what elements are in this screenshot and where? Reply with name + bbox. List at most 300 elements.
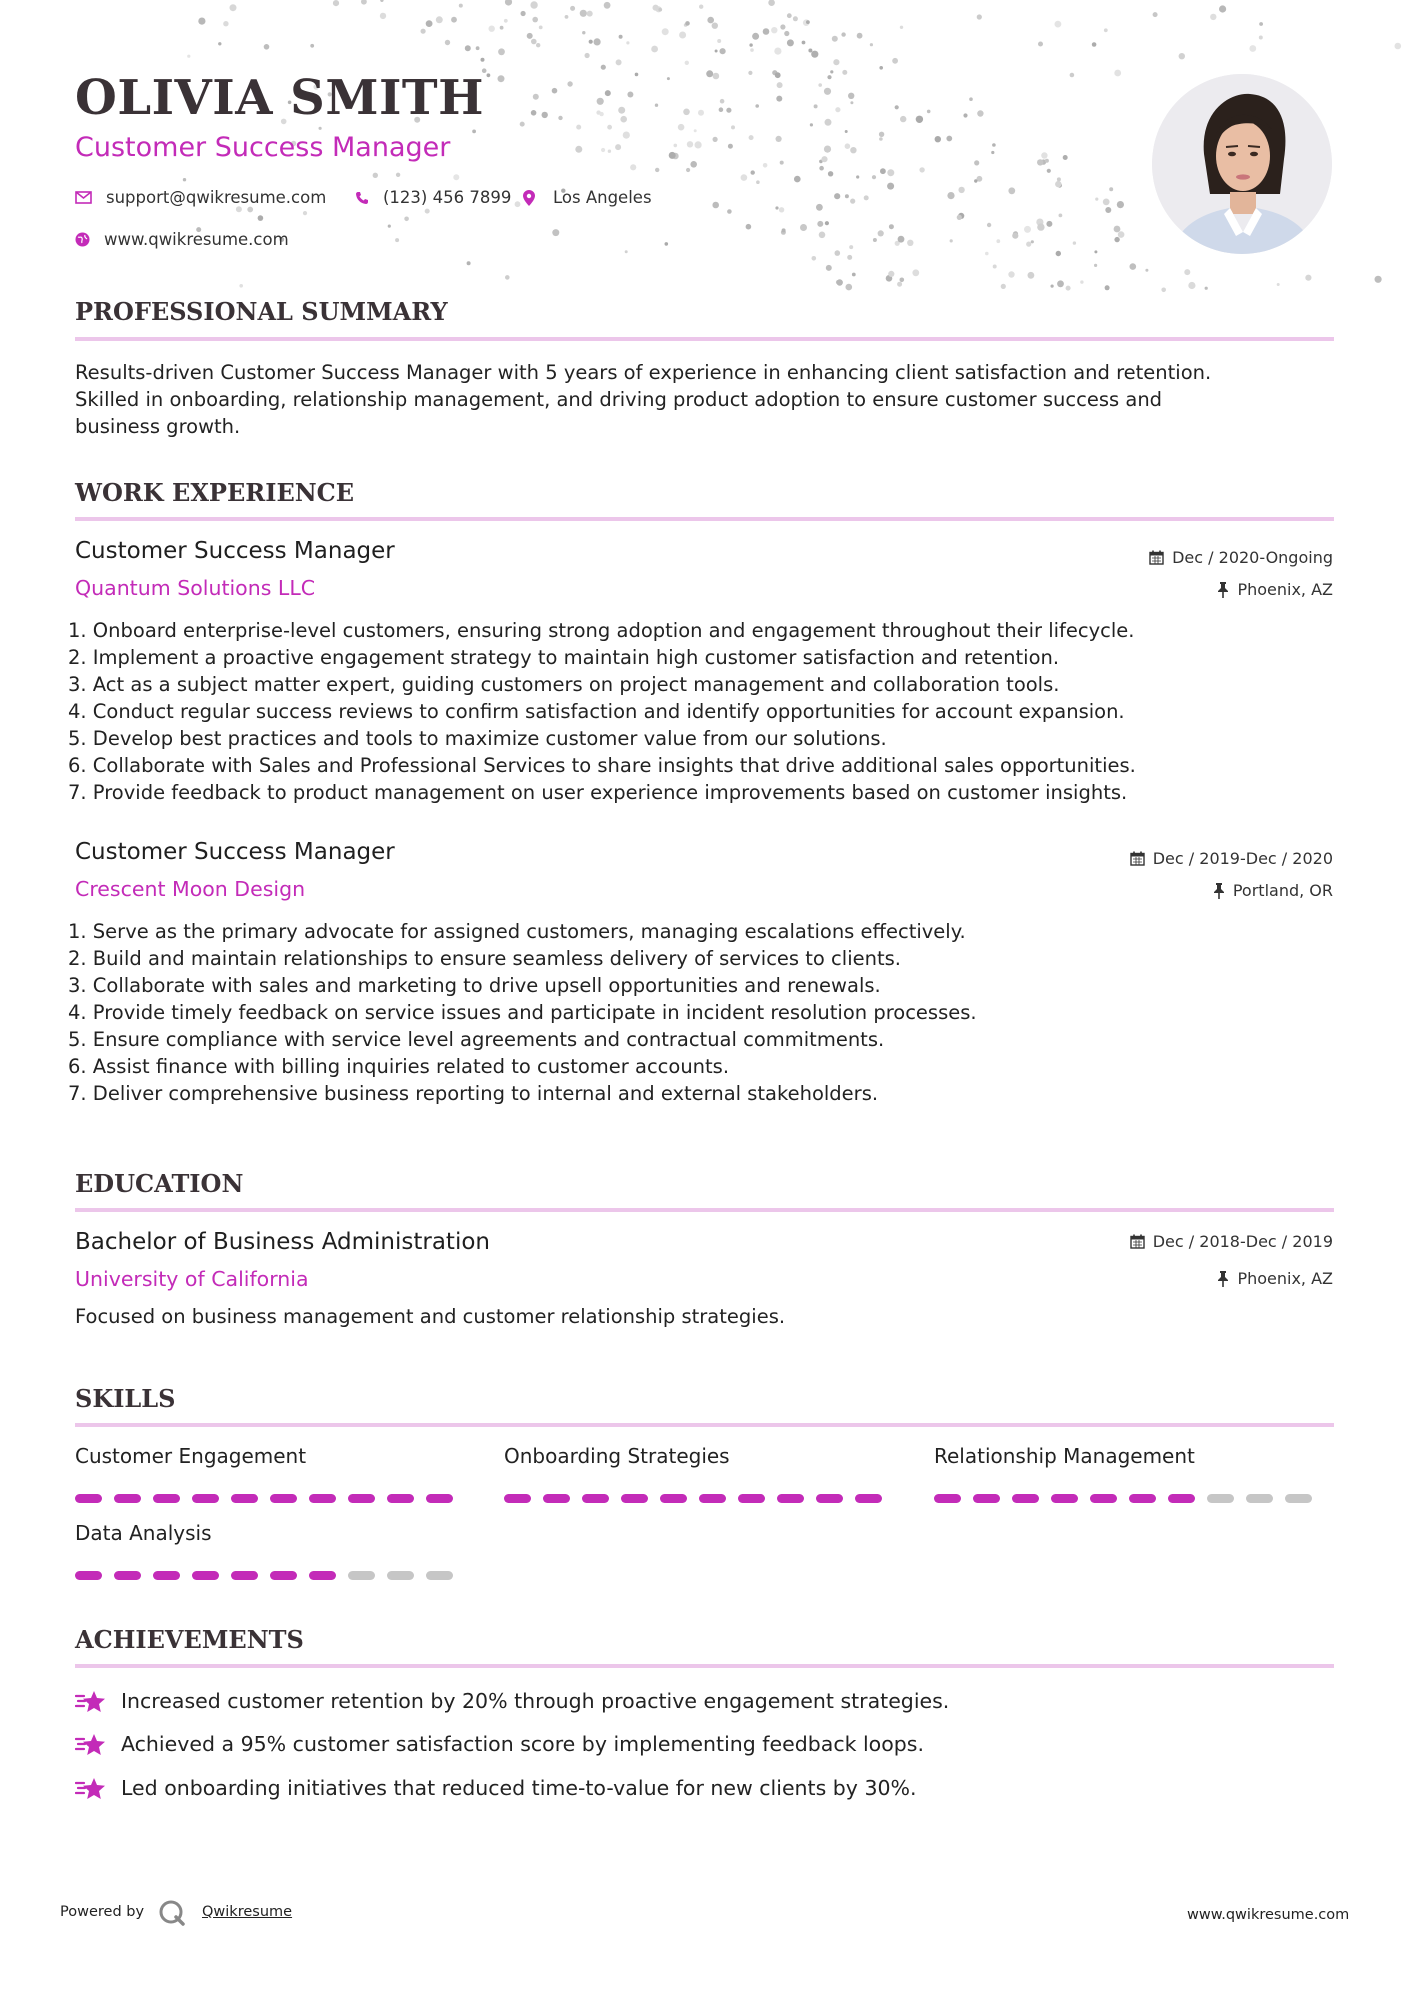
decorative-dot <box>425 209 430 214</box>
decorative-dot <box>531 110 537 116</box>
decorative-dot <box>1259 36 1263 40</box>
decorative-dot <box>587 11 593 17</box>
list-item: 1. Serve as the primary advocate for assigned customers, managing escalations effectively. <box>68 920 966 943</box>
decorative-dot <box>850 101 853 104</box>
skill-level-segment <box>426 1494 453 1503</box>
decorative-dot <box>717 39 721 43</box>
decorative-dot <box>1259 22 1263 26</box>
decorative-dot <box>768 0 775 6</box>
decorative-dot <box>879 137 883 141</box>
decorative-dot <box>310 44 314 48</box>
decorative-dot <box>856 175 859 178</box>
decorative-dot <box>1161 288 1166 293</box>
contact-website[interactable] <box>75 230 289 249</box>
decorative-dot <box>679 32 686 39</box>
decorative-dot <box>1045 159 1049 163</box>
decorative-dot <box>1092 42 1097 47</box>
decorative-dot <box>825 221 829 225</box>
decorative-dot <box>763 163 768 168</box>
decorative-dot <box>713 137 718 142</box>
decorative-dot <box>727 209 732 214</box>
decorative-dot <box>1008 187 1015 194</box>
decorative-dot <box>1105 207 1111 213</box>
decorative-dot <box>919 167 924 172</box>
decorative-dot <box>467 261 471 265</box>
decorative-dot <box>601 65 606 70</box>
decorative-dot <box>542 112 548 118</box>
decorative-dot <box>655 168 659 172</box>
skill-level-segment <box>582 1494 609 1503</box>
decorative-dot <box>814 104 818 108</box>
decorative-dot <box>655 104 658 107</box>
decorative-dot <box>819 232 826 239</box>
decorative-dot <box>532 17 538 23</box>
decorative-dot <box>857 33 863 39</box>
decorative-dot <box>505 0 512 6</box>
achievement-item <box>75 1731 924 1757</box>
decorative-dot <box>1103 199 1110 206</box>
decorative-dot <box>585 53 590 58</box>
list-item: 5. Ensure compliance with service level agreements and contractual commitments. <box>68 1028 885 1051</box>
person-avatar-icon <box>1152 74 1332 254</box>
decorative-dot <box>575 146 582 153</box>
decorative-dot <box>531 39 537 45</box>
contact-email[interactable] <box>75 188 326 207</box>
decorative-dot <box>453 174 459 180</box>
decorative-dot <box>1037 159 1043 165</box>
skill-level-segment <box>387 1494 414 1503</box>
decorative-dot <box>552 88 558 94</box>
decorative-dot <box>1109 187 1113 191</box>
decorative-dot <box>1024 226 1031 233</box>
decorative-dot <box>388 225 391 228</box>
decorative-dot <box>1395 43 1402 50</box>
decorative-dot <box>489 26 495 32</box>
decorative-dot <box>504 19 508 23</box>
decorative-dot <box>536 43 540 47</box>
skill-level-segment <box>1051 1494 1078 1503</box>
decorative-dot <box>887 169 894 176</box>
education-dates <box>1130 1232 1333 1251</box>
decorative-dot <box>712 23 718 29</box>
skill-level-segment <box>309 1571 336 1580</box>
decorative-dot <box>887 183 894 190</box>
decorative-dot <box>404 217 409 222</box>
qwikresume-link[interactable]: Qwikresume <box>202 1904 293 1920</box>
decorative-dot <box>589 40 593 44</box>
decorative-dot <box>852 273 856 277</box>
decorative-dot <box>616 59 622 65</box>
skill-level-segment <box>75 1571 102 1580</box>
decorative-dot <box>1249 45 1256 52</box>
skill-level-segment <box>348 1571 375 1580</box>
decorative-dot <box>487 73 491 77</box>
job-company: Crescent Moon Design <box>75 877 306 901</box>
list-item: 5. Develop best practices and tools to maximize customer value from our solutions. <box>68 727 887 750</box>
decorative-dot <box>787 13 792 18</box>
skill-level-segment <box>660 1494 687 1503</box>
decorative-dot <box>558 116 562 120</box>
decorative-dot <box>870 43 873 46</box>
decorative-dot <box>630 164 636 170</box>
skill-level-segment <box>192 1571 219 1580</box>
decorative-dot <box>481 58 485 62</box>
decorative-dot <box>935 136 941 142</box>
pushpin-icon <box>1217 1271 1229 1287</box>
decorative-dot <box>837 279 843 285</box>
job-dates-text: Dec / 2020-Ongoing <box>1172 548 1333 567</box>
summary-heading: PROFESSIONAL SUMMARY <box>75 297 448 326</box>
decorative-dot <box>824 88 831 95</box>
decorative-dot <box>780 24 785 29</box>
decorative-dot <box>958 187 964 193</box>
decorative-dot <box>619 35 623 39</box>
decorative-dot <box>977 110 983 116</box>
decorative-dot <box>833 59 839 65</box>
decorative-dot <box>1056 251 1061 256</box>
decorative-dot <box>651 46 658 53</box>
decorative-dot <box>752 33 759 40</box>
decorative-dot <box>1094 250 1097 253</box>
decorative-dot <box>395 238 399 242</box>
decorative-dot <box>665 242 669 246</box>
decorative-dot <box>731 125 735 129</box>
list-item: 4. Conduct regular success reviews to confirm satisfaction and identify opportunities for account expansion. <box>68 700 1125 723</box>
decorative-dot <box>690 161 697 168</box>
decorative-dot <box>782 228 786 232</box>
decorative-dot <box>728 144 733 149</box>
skill-level-segment <box>348 1494 375 1503</box>
location-text: Los Angeles <box>553 188 652 207</box>
decorative-dot <box>756 180 760 184</box>
education-description: Focused on business management and customer relationship strategies. <box>75 1305 786 1328</box>
shooting-star-icon <box>75 1731 107 1757</box>
decorative-dot <box>333 0 339 6</box>
skill-level-segment <box>1090 1494 1117 1503</box>
skill-level-segment <box>153 1571 180 1580</box>
job-dates <box>1130 849 1333 868</box>
decorative-dot <box>1095 198 1098 201</box>
skill-level-segment <box>738 1494 765 1503</box>
decorative-dot <box>878 230 884 236</box>
skill-level-segment <box>1168 1494 1195 1503</box>
job-title: Customer Success Manager <box>75 839 395 865</box>
decorative-dot <box>779 207 784 212</box>
contact-phone[interactable] <box>355 188 511 207</box>
decorative-dot <box>1057 177 1061 181</box>
decorative-dot <box>712 202 719 209</box>
decorative-dot <box>1184 269 1190 275</box>
decorative-dot <box>907 240 913 246</box>
list-item: 6. Assist finance with billing inquiries related to customer accounts. <box>68 1055 730 1078</box>
skill-level-segment <box>75 1494 102 1503</box>
decorative-dot <box>1046 221 1052 227</box>
candidate-title: Customer Success Manager <box>75 132 451 163</box>
decorative-dot <box>828 171 833 176</box>
decorative-dot <box>1070 73 1075 78</box>
decorative-dot <box>1305 275 1311 281</box>
decorative-dot <box>1047 169 1051 173</box>
decorative-dot <box>1055 181 1061 187</box>
summary-line: Results-driven Customer Success Manager with 5 years of experience in enhancing client satisfaction and retention. <box>75 361 1212 384</box>
decorative-dot <box>683 109 690 116</box>
decorative-dot <box>597 98 604 105</box>
decorative-dot <box>1008 271 1014 277</box>
decorative-dot <box>565 15 569 19</box>
list-item: 1. Onboard enterprise-level customers, ensuring strong adoption and engagement throughout their lifecycle. <box>68 619 1135 642</box>
skill-level-segment <box>192 1494 219 1503</box>
decorative-dot <box>667 77 670 80</box>
decorative-dot <box>698 110 704 116</box>
decorative-dot <box>594 38 601 45</box>
decorative-dot <box>576 125 581 130</box>
decorative-dot <box>985 252 989 256</box>
decorative-dot <box>832 36 838 42</box>
decorative-dot <box>1219 5 1226 12</box>
decorative-dot <box>749 135 754 140</box>
decorative-dot <box>380 0 383 2</box>
decorative-dot <box>1114 237 1119 242</box>
decorative-dot <box>465 45 471 51</box>
decorative-dot <box>653 5 659 11</box>
decorative-dot <box>669 152 676 159</box>
decorative-dot <box>963 113 967 117</box>
summary-line: Skilled in onboarding, relationship management, and driving product adoption to ensure customer success and <box>75 388 1163 411</box>
decorative-dot <box>947 192 954 199</box>
skill-level-segment <box>426 1571 453 1580</box>
decorative-dot <box>849 245 853 249</box>
decorative-dot <box>845 130 848 133</box>
decorative-dot <box>806 20 810 24</box>
decorative-dot <box>787 39 794 46</box>
school-name: University of California <box>75 1267 309 1291</box>
skill-level-bar <box>504 1494 882 1503</box>
calendar-icon <box>1130 851 1145 866</box>
skill-level-segment <box>1285 1494 1312 1503</box>
decorative-dot <box>819 166 824 171</box>
decorative-dot <box>635 73 639 77</box>
decorative-dot <box>620 116 627 123</box>
decorative-dot <box>842 70 847 75</box>
skill-name: Customer Engagement <box>75 1444 307 1468</box>
skill-level-segment <box>309 1494 336 1503</box>
decorative-dot <box>726 108 731 113</box>
globe-icon <box>75 232 90 247</box>
decorative-dot <box>426 20 433 27</box>
calendar-icon <box>1130 1234 1145 1249</box>
skill-level-segment <box>1129 1494 1156 1503</box>
decorative-dot <box>361 0 367 5</box>
decorative-dot <box>845 194 849 198</box>
job-dates-text: Dec / 2019-Dec / 2020 <box>1152 849 1333 868</box>
decorative-dot <box>1277 283 1280 286</box>
decorative-dot <box>841 32 845 36</box>
decorative-dot <box>750 48 754 52</box>
shooting-star-icon <box>75 1775 107 1801</box>
decorative-dot <box>719 107 724 112</box>
decorative-dot <box>515 201 521 207</box>
decorative-dot <box>927 110 931 114</box>
decorative-dot <box>977 14 982 19</box>
job-responsibilities <box>68 617 1328 806</box>
decorative-dot <box>755 104 759 108</box>
decorative-dot <box>793 16 798 21</box>
skills-heading: SKILLS <box>75 1384 176 1413</box>
decorative-dot <box>895 105 899 109</box>
decorative-dot <box>601 148 605 152</box>
decorative-dot <box>687 141 693 147</box>
decorative-dot <box>521 11 526 16</box>
decorative-dot <box>539 26 543 30</box>
skill-level-segment <box>855 1494 882 1503</box>
list-item: 7. Provide feedback to product management on user experience improvements based on customer insights. <box>68 781 1128 804</box>
decorative-dot <box>472 130 476 134</box>
achievement-item <box>75 1775 917 1801</box>
decorative-dot <box>218 42 221 45</box>
decorative-dot <box>879 66 883 70</box>
skill-level-segment <box>1207 1494 1234 1503</box>
decorative-dot <box>1028 272 1035 279</box>
decorative-dot <box>1118 231 1125 238</box>
decorative-dot <box>812 256 817 261</box>
decorative-dot <box>421 29 426 34</box>
skill-level-segment <box>543 1494 570 1503</box>
decorative-dot <box>987 223 991 227</box>
decorative-dot <box>623 132 630 139</box>
decorative-dot <box>247 207 253 213</box>
decorative-dot <box>850 199 855 204</box>
decorative-dot <box>258 215 264 221</box>
decorative-dot <box>1026 242 1031 247</box>
decorative-dot <box>380 13 386 19</box>
decorative-dot <box>771 27 777 33</box>
qwikresume-logo-icon <box>158 1899 186 1927</box>
education-heading: EDUCATION <box>75 1169 244 1198</box>
education-location-text: Phoenix, AZ <box>1237 1269 1333 1288</box>
decorative-dot <box>900 116 906 122</box>
decorative-dot <box>916 116 923 123</box>
decorative-dot <box>707 17 714 24</box>
experience-heading: WORK EXPERIENCE <box>75 478 355 507</box>
list-item: 4. Provide timely feedback on service issues and participate in incident resolution processes. <box>68 1001 977 1024</box>
decorative-dot <box>846 284 853 291</box>
decorative-dot <box>835 107 840 112</box>
decorative-dot <box>674 144 678 148</box>
envelope-icon <box>75 191 92 204</box>
decorative-dot <box>607 125 612 130</box>
decorative-dot <box>1153 12 1158 17</box>
skill-name: Data Analysis <box>75 1521 212 1545</box>
list-item: 7. Deliver comprehensive business reporting to internal and external stakeholders. <box>68 1082 879 1105</box>
decorative-dot <box>604 2 611 9</box>
decorative-dot <box>605 90 611 96</box>
skill-level-segment <box>1012 1494 1039 1503</box>
decorative-dot <box>715 50 718 53</box>
skill-level-segment <box>270 1494 297 1503</box>
decorative-dot <box>685 61 689 65</box>
decorative-dot <box>582 31 585 34</box>
decorative-dot <box>1031 240 1034 243</box>
decorative-dot <box>239 284 243 288</box>
decorative-dot <box>567 81 572 86</box>
decorative-dot <box>625 250 628 253</box>
decorative-dot <box>746 224 752 230</box>
list-item: 3. Act as a subject matter expert, guiding customers on project management and collaboration tools. <box>68 673 1060 696</box>
decorative-dot <box>627 92 633 98</box>
decorative-dot <box>957 215 962 220</box>
decorative-dot <box>784 31 789 36</box>
decorative-dot <box>500 26 504 30</box>
decorative-dot <box>498 75 505 82</box>
skill-level-segment <box>973 1494 1000 1503</box>
decorative-dot <box>827 75 831 79</box>
decorative-dot <box>1080 280 1083 283</box>
decorative-dot <box>706 70 713 77</box>
skill-level-segment <box>270 1571 297 1580</box>
job-location <box>1213 881 1333 900</box>
footer-website[interactable]: www.qwikresume.com <box>1187 1907 1350 1923</box>
decorative-dot <box>751 170 755 174</box>
calendar-icon <box>1149 550 1164 565</box>
decorative-dot <box>1179 53 1185 59</box>
job-dates <box>1149 548 1333 567</box>
decorative-dot <box>1051 285 1054 288</box>
phone-text: (123) 456 7899 <box>383 188 512 207</box>
decorative-dot <box>498 48 505 55</box>
skill-name: Relationship Management <box>934 1444 1195 1468</box>
decorative-dot <box>969 97 973 101</box>
decorative-dot <box>530 1 537 8</box>
list-item: 6. Collaborate with Sales and Professional Services to share insights that drive additional sales opportunities. <box>68 754 1136 777</box>
section-divider <box>75 517 1334 521</box>
skill-level-segment <box>231 1571 258 1580</box>
skill-level-segment <box>777 1494 804 1503</box>
decorative-dot <box>993 265 997 269</box>
decorative-dot <box>888 271 894 277</box>
decorative-dot <box>236 206 242 212</box>
website-text: www.qwikresume.com <box>104 230 289 249</box>
decorative-dot <box>599 112 603 116</box>
skill-level-segment <box>153 1494 180 1503</box>
decorative-dot <box>223 21 228 26</box>
decorative-dot <box>802 41 806 45</box>
decorative-dot <box>198 18 205 25</box>
decorative-dot <box>776 96 782 102</box>
summary-text <box>75 359 1325 440</box>
decorative-dot <box>749 43 752 46</box>
decorative-dot <box>552 229 559 236</box>
decorative-dot <box>1012 233 1018 239</box>
list-item: 2. Build and maintain relationships to ensure seamless delivery of services to clients. <box>68 947 901 970</box>
skill-level-segment <box>114 1571 141 1580</box>
decorative-dot <box>1094 264 1097 267</box>
decorative-dot <box>580 10 587 17</box>
decorative-dot <box>1063 155 1068 160</box>
decorative-dot <box>686 168 690 172</box>
section-divider <box>75 1664 1334 1668</box>
email-text: support@qwikresume.com <box>106 188 327 207</box>
decorative-dot <box>912 269 919 276</box>
skill-level-segment <box>114 1494 141 1503</box>
decorative-dot <box>695 141 702 148</box>
decorative-dot <box>533 94 539 100</box>
job-company: Quantum Solutions LLC <box>75 576 316 600</box>
decorative-dot <box>872 175 876 179</box>
decorative-dot <box>1114 226 1121 233</box>
skill-level-segment <box>1246 1494 1273 1503</box>
education-dates-text: Dec / 2018-Dec / 2019 <box>1152 1232 1333 1251</box>
achievement-text: Led onboarding initiatives that reduced time-to-value for new clients by 30%. <box>121 1776 917 1800</box>
